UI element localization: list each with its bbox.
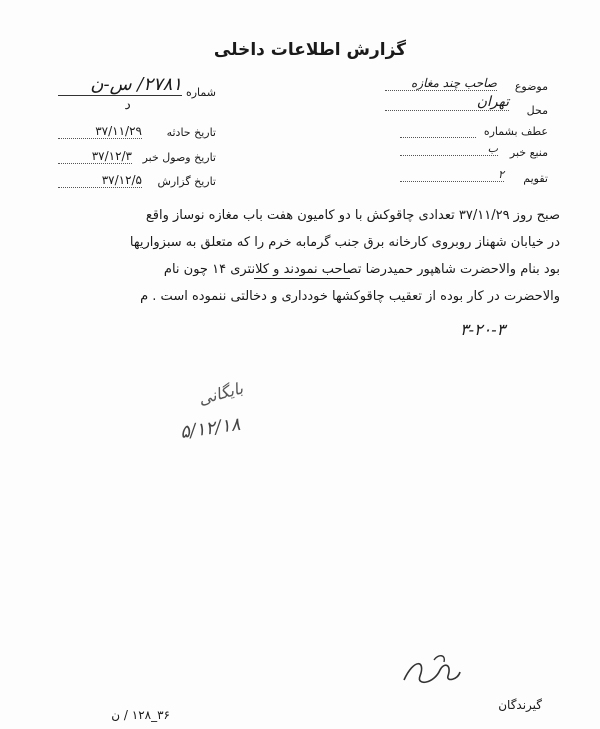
- report-date-value: ۳۷/۱۲/۵: [58, 173, 142, 188]
- incident-date-value: ۳۷/۱۱/۲۹: [58, 124, 142, 139]
- body-line-4: والاحضرت در کار بوده از تعقیب چاقوکشها خودداری و دخالتی ننموده است . م: [140, 289, 560, 304]
- report-date-label: تاریخ گزارش: [157, 175, 216, 188]
- source-value: ب: [400, 142, 498, 156]
- annotation-date: ۵/۱۲/۱۸: [178, 413, 242, 444]
- calendar-value: ۲: [400, 168, 504, 182]
- body-code: ۳-۲۰-۳: [460, 320, 506, 339]
- subject-label: موضوع: [514, 80, 548, 93]
- number-value: ۲۷۸۱/ س-ن: [58, 74, 182, 96]
- reference-value-line: [400, 136, 476, 138]
- report-title: گزارش اطلاعات داخلی: [213, 40, 407, 60]
- reference-label: عطف بشماره: [483, 125, 548, 138]
- location-label: محل: [526, 104, 548, 117]
- received-date-value: ۳۷/۱۲/۳: [58, 149, 132, 164]
- subject-value: صاحب چند مغازه: [385, 76, 497, 91]
- signature-mark: [398, 650, 466, 692]
- body-line-1: صبح روز ۳۷/۱۱/۲۹ تعدادی چاقوکش با دو کامیون هفت باب مغازه نوساز واقع: [145, 208, 560, 223]
- received-date-label: تاریخ وصول خبر: [142, 151, 216, 164]
- body-underline: [254, 278, 350, 279]
- receivers-label: گیرندگان: [498, 698, 542, 712]
- incident-date-label: تاریخ حادثه: [166, 126, 216, 139]
- annotation-archive: بایگانی: [196, 378, 245, 409]
- calendar-label: تقویم: [523, 172, 548, 185]
- number-sub: د: [124, 98, 130, 113]
- footer-doc-code: ۳۶_۱۲۸ / ن: [111, 708, 170, 722]
- location-value: تهران: [385, 94, 509, 111]
- number-label: شماره: [185, 86, 216, 99]
- source-label: منبع خبر: [509, 146, 548, 159]
- body-line-2: در خیابان شهناز روبروی کارخانه برق جنب گرمابه خرم را که متعلق به سبزواریها: [129, 235, 560, 250]
- body-line-3: بود بنام والاحضرت شاهپور حمیدرضا تصاحب نمودند و کلانتری ۱۴ چون نام: [163, 262, 560, 277]
